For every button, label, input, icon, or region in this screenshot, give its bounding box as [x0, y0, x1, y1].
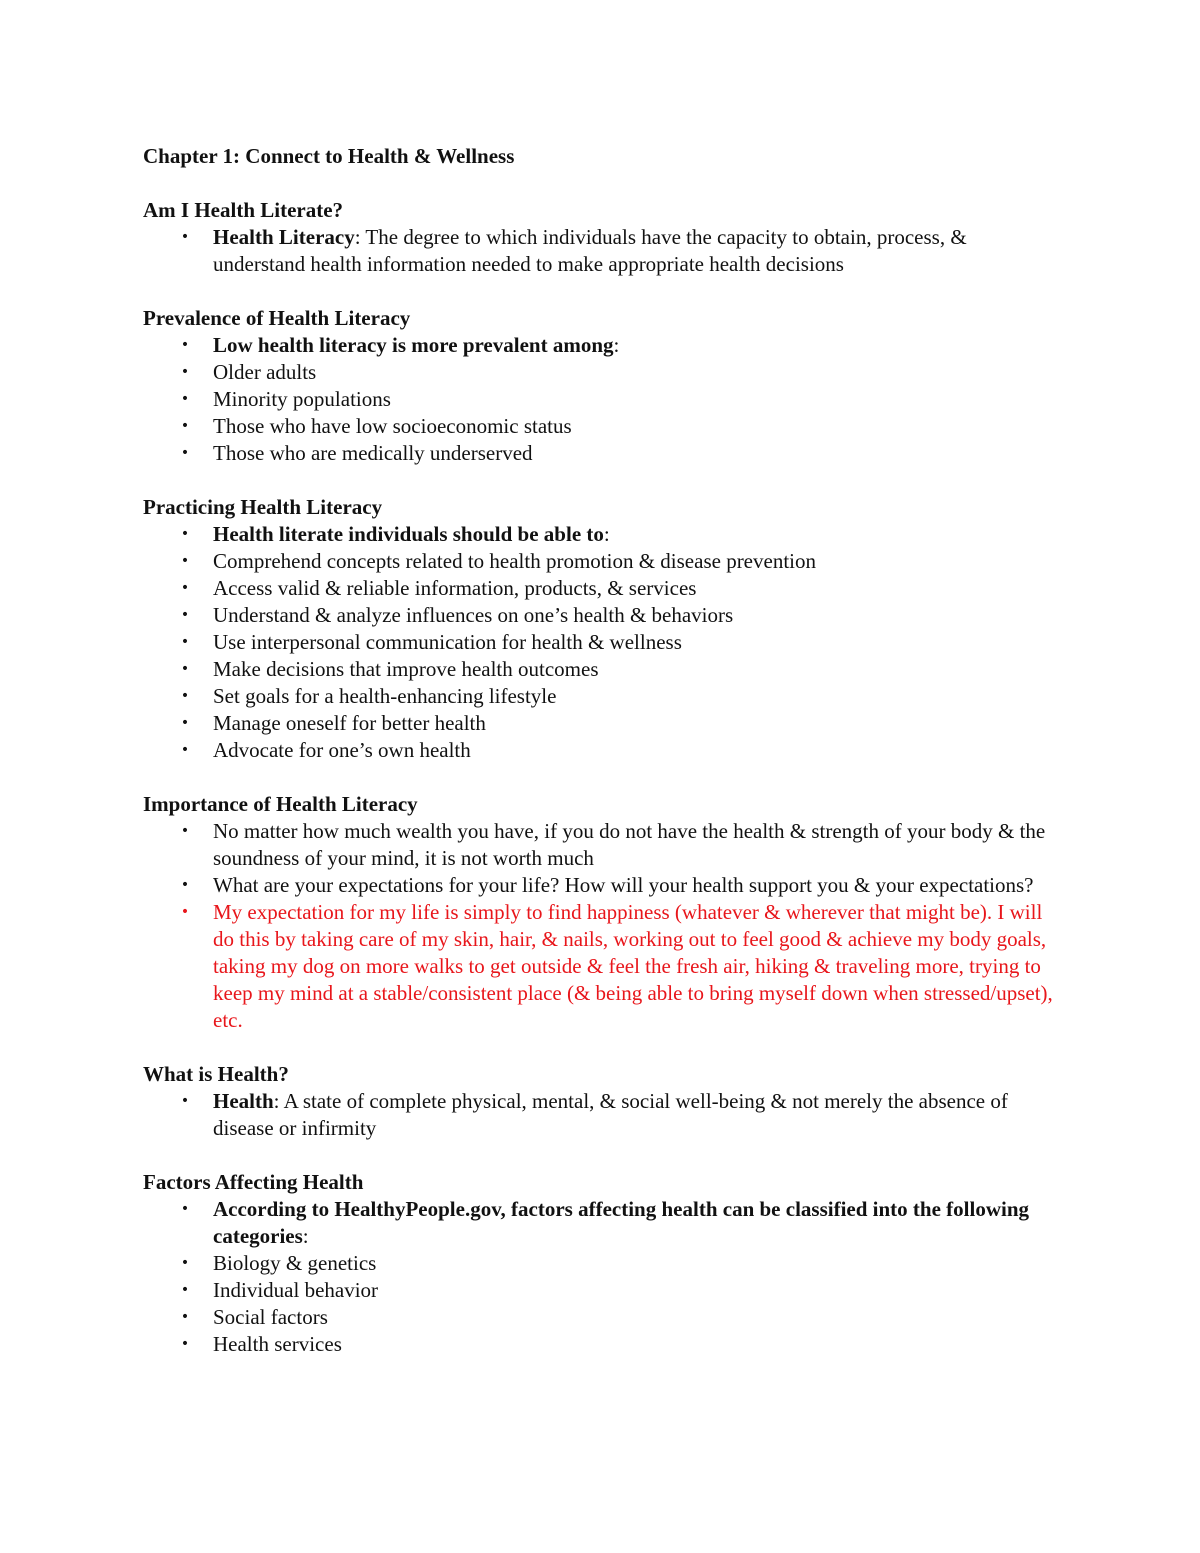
section [143, 1169, 1063, 1358]
section [143, 494, 1063, 764]
list-item [143, 818, 1063, 872]
item-text: Older adults [213, 360, 317, 384]
bullet-list [143, 1196, 1063, 1358]
bullet-icon: • [180, 364, 190, 380]
document-body [143, 143, 1063, 1385]
item-text: Understand & analyze influences on one’s health & behaviors [213, 603, 734, 627]
section [143, 1061, 1063, 1142]
list-item [143, 1250, 1063, 1277]
bullet-icon: • [180, 1093, 190, 1109]
list-item [143, 575, 1063, 602]
item-text: Make decisions that improve health outcomes [213, 657, 599, 681]
item-text: My expectation for my life is simply to find happiness (whatever & wherever that might be). I will do this by taking care of my skin, hair, & nails, working out to feel good & achieve my body goals, taking my dog on more walks to get outside & feel the fresh air, hiking & traveling more, trying to keep my mind at a stable/consistent place (& being able to bring myself down when stressed/upset), etc. [213, 900, 1053, 1032]
bullet-icon: • [180, 229, 190, 245]
bold-term: According to HealthyPeople.gov, factors affecting health can be classified into the following categories [213, 1197, 1029, 1248]
bold-term: Low health literacy is more prevalent among [213, 333, 614, 357]
bold-term: Health literate individuals should be able to [213, 522, 604, 546]
section-heading: Am I Health Literate? [143, 198, 344, 222]
item-text: : [603, 522, 610, 546]
list-item [143, 521, 1063, 548]
item-text: Manage oneself for better health [213, 711, 486, 735]
section [143, 197, 1063, 278]
list-item [143, 359, 1063, 386]
item-text: Use interpersonal communication for health & wellness [213, 630, 682, 654]
sections-container [143, 197, 1063, 1358]
bullet-icon: • [180, 607, 190, 623]
list-item [143, 386, 1063, 413]
section-heading: Practicing Health Literacy [143, 495, 383, 519]
item-text: Access valid & reliable information, products, & services [213, 576, 697, 600]
list-item [143, 413, 1063, 440]
bullet-icon: • [180, 418, 190, 434]
item-text: Comprehend concepts related to health promotion & disease prevention [213, 549, 816, 573]
bullet-icon: • [180, 445, 190, 461]
list-item [143, 683, 1063, 710]
list-item [143, 710, 1063, 737]
list-item [143, 872, 1063, 899]
bold-term: Health Literacy [213, 225, 355, 249]
item-text: Individual behavior [213, 1278, 379, 1302]
bullet-list [143, 521, 1063, 764]
list-item [143, 224, 1063, 278]
section-heading: Factors Affecting Health [143, 1170, 364, 1194]
item-text: Those who have low socioeconomic status [213, 414, 572, 438]
list-item [143, 1304, 1063, 1331]
bullet-icon: • [180, 742, 190, 758]
bullet-icon: • [180, 526, 190, 542]
list-item [143, 629, 1063, 656]
item-text: What are your expectations for your life? How will your health support you & your expectations? [213, 873, 1034, 897]
section-heading: Prevalence of Health Literacy [143, 306, 411, 330]
bullet-icon: • [180, 715, 190, 731]
bullet-icon: • [180, 1309, 190, 1325]
list-item [143, 1088, 1063, 1142]
list-item [143, 1196, 1063, 1250]
bullet-list [143, 1088, 1063, 1142]
list-item [143, 656, 1063, 683]
item-text: Those who are medically underserved [213, 441, 533, 465]
list-item [143, 1331, 1063, 1358]
bullet-icon: • [180, 1336, 190, 1352]
bullet-list [143, 332, 1063, 467]
bullet-icon: • [180, 661, 190, 677]
list-item [143, 602, 1063, 629]
bold-term: Health [213, 1089, 274, 1113]
bullet-list [143, 818, 1063, 1034]
bullet-icon: • [180, 1282, 190, 1298]
item-text: : [302, 1224, 309, 1248]
bullet-icon: • [180, 1255, 190, 1271]
bullet-icon: • [180, 553, 190, 569]
item-text: Social factors [213, 1305, 328, 1329]
section-heading: What is Health? [143, 1062, 289, 1086]
bullet-icon: • [180, 1201, 190, 1217]
bullet-icon: • [180, 823, 190, 839]
list-item [143, 1277, 1063, 1304]
bullet-icon: • [180, 391, 190, 407]
list-item [143, 548, 1063, 575]
item-text: Biology & genetics [213, 1251, 377, 1275]
list-item [143, 737, 1063, 764]
bullet-list [143, 224, 1063, 278]
document-title: Chapter 1: Connect to Health & Wellness [143, 144, 515, 168]
bullet-icon: • [180, 904, 190, 920]
section-heading: Importance of Health Literacy [143, 792, 418, 816]
bullet-icon: • [180, 580, 190, 596]
bullet-icon: • [180, 877, 190, 893]
item-text: Health services [213, 1332, 342, 1356]
bullet-icon: • [180, 337, 190, 353]
bullet-icon: • [180, 634, 190, 650]
item-text: Set goals for a health-enhancing lifestyle [213, 684, 557, 708]
section [143, 305, 1063, 467]
section [143, 791, 1063, 1034]
item-text: : A state of complete physical, mental, & social well-being & not merely the absence of disease or infirmity [213, 1089, 1008, 1140]
item-text: No matter how much wealth you have, if you do not have the health & strength of your body & the soundness of your mind, it is not worth much [213, 819, 1046, 870]
item-text: Minority populations [213, 387, 391, 411]
list-item [143, 899, 1063, 1034]
item-text: : The degree to which individuals have the capacity to obtain, process, & understand health information needed to make appropriate health decisions [213, 225, 967, 276]
item-text: : [613, 333, 620, 357]
bullet-icon: • [180, 688, 190, 704]
list-item [143, 332, 1063, 359]
item-text: Advocate for one’s own health [213, 738, 471, 762]
list-item [143, 440, 1063, 467]
